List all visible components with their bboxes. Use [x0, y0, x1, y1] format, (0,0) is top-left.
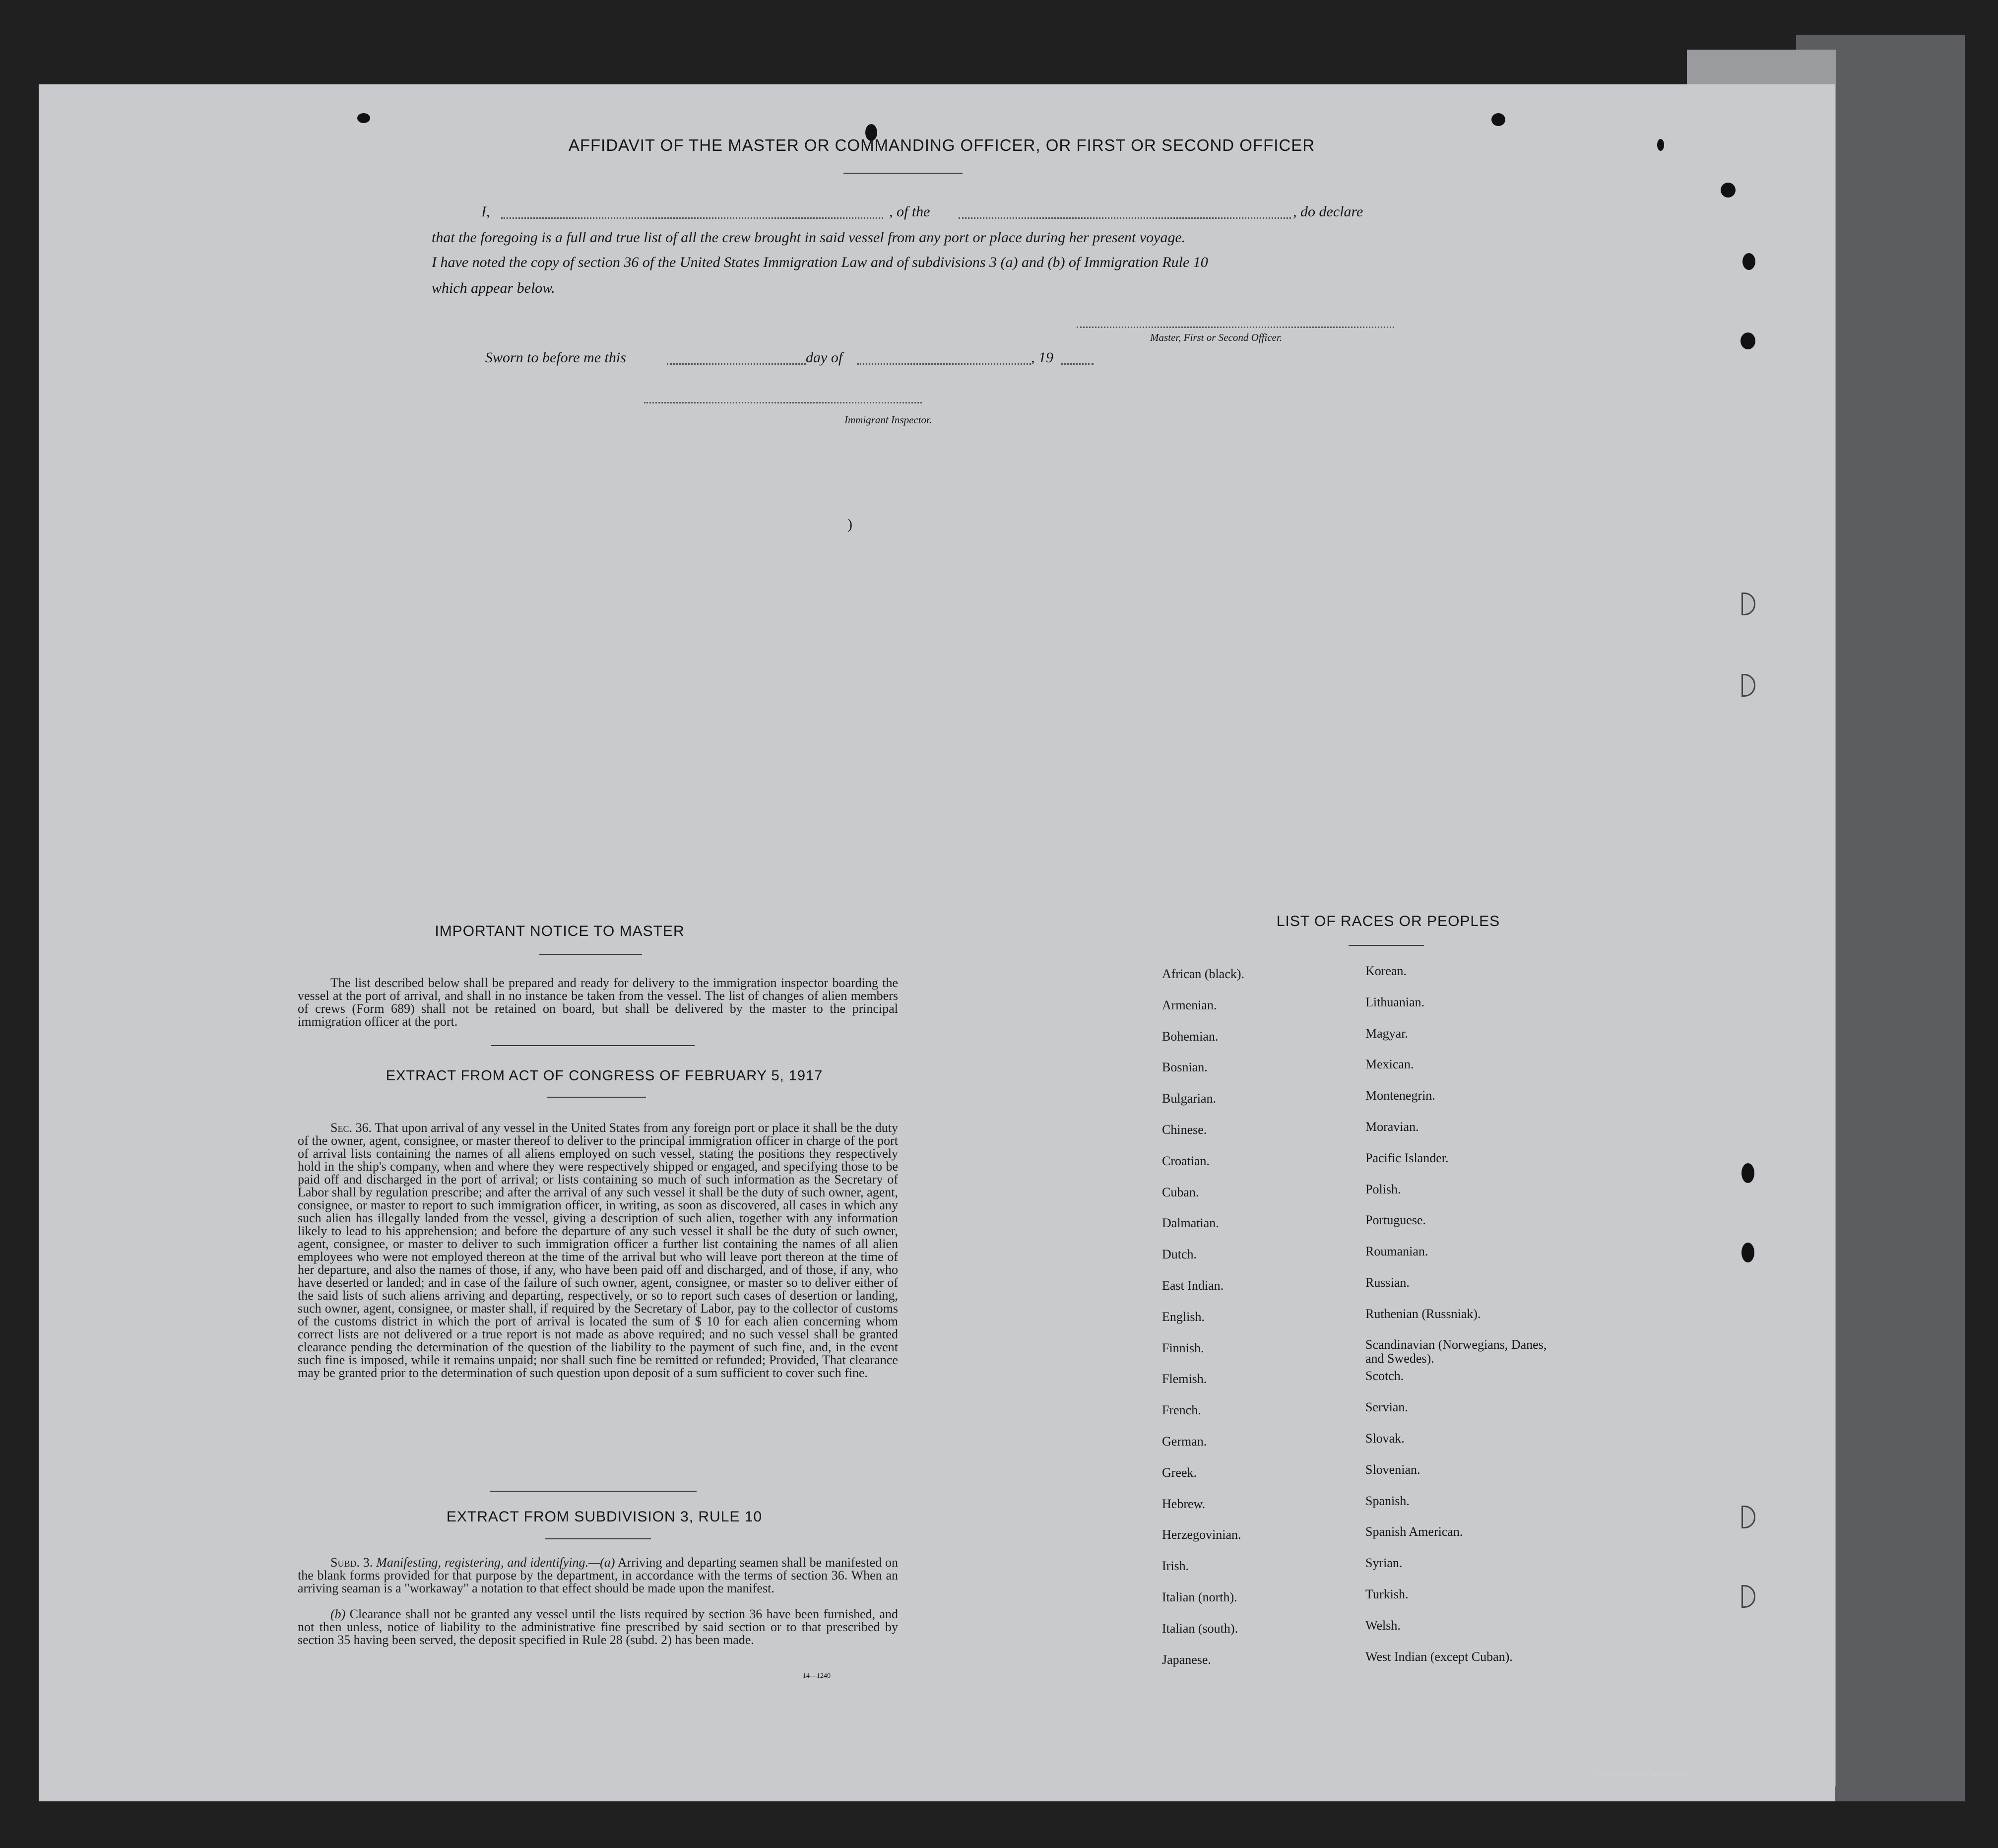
- binding-tab: [1741, 593, 1755, 615]
- race-item: Finnish.: [1162, 1340, 1204, 1355]
- race-item: Lithuanian.: [1365, 994, 1425, 1009]
- race-item: Spanish American.: [1365, 1524, 1463, 1539]
- punch-hole: [1741, 1163, 1754, 1183]
- subdivision-3-para-b: [298, 1608, 898, 1647]
- vessel-name-field[interactable]: [959, 217, 1291, 219]
- race-item: Roumanian.: [1365, 1244, 1428, 1259]
- section-36-text: [298, 1122, 898, 1380]
- sworn-day-field[interactable]: [667, 363, 806, 365]
- races-title: LIST OF RACES OR PEOPLES: [1276, 913, 1500, 929]
- printer-imprint: U. S. GOVERNMENT PRINTING OFFICE: 1920: [1593, 1773, 1688, 1778]
- sworn-month-field[interactable]: [857, 363, 1031, 365]
- day-of-label: day of: [806, 349, 843, 366]
- race-item: Korean.: [1365, 964, 1407, 978]
- race-item: Cuban.: [1162, 1185, 1199, 1199]
- para-b-text: Clearance shall not be granted any vessel until the lists required by section 36 have been furnished, and not then unless, notice of liability to the administrative fine prescribed by said section or to that prescribed by section 35 having been served, the deposit specified in Rule 28 (subd. 2) has been made.: [298, 1607, 899, 1647]
- para-a-text: Arriving and departing seamen shall be manifested on the blank forms provided for that purpose by the department, in accordance with the terms of section 36. When an arriving seaman is a "workaway" a notation to that effect should be made upon the manifest.: [298, 1555, 898, 1595]
- section-36-body: That upon arrival of any vessel in the United States from any foreign port or place it shall be the duty of the owner, agent, consignee, or master thereof to deliver to the principal immigration officer in charge of the port of arrival lists containing the names of all aliens employed on such vessel, stating the positions they respectively hold in the ship's company, when and where they were respectively shipped or engaged, and specifying those to be paid off and discharged in the port of arrival; or lists containing so much of such information as the Secretary of Labor shall by regulation prescribe; and after the arrival of any such vessel it shall be the duty of such owner, agent, consignee, or master to report to such immigration officer, in writing, as soon as discovered, all cases in which any such alien has illegally landed from the vessel, giving a description of such alien, together with any information likely to lead to his apprehension; and before the departure of any such vessel it shall be the duty of such owner, agent, consignee, or master to deliver to such immigration officer a further list containing the names of all alien employees who were not employed thereon at the time of the arrival but who will leave port thereon at the time of her departure, and also the names of those, if any, who have been paid off and discharged, and of those, if any, who have deserted or landed; and in case of the failure of such owner, agent, consignee, or master so to deliver either of the said lists of such aliens arriving and departing, respectively, or so to report such cases of desertion or landing, such owner, agent, consignee, or master shall, if required by the Secretary of Labor, pay to the collector of customs of the customs district in which the port of arrival is located the sum of $ 10 for each alien concerning whom correct lists are not delivered or a true report is not made as above required; and no such vessel shall be granted clearance pending the determination of the question of the liability to the payment of such fine, and, in the event such fine is imposed, while it remains unpaid; nor shall such fine be remitted or refunded; Provided, That clearance may be granted prior to the determination of such question upon deposit of a sum sufficient to cover such fine.: [298, 1121, 899, 1380]
- binding-tab: [1741, 1585, 1755, 1608]
- affidavit-declaration-line-4: which appear below.: [432, 280, 555, 296]
- extract-act-title: EXTRACT FROM ACT OF CONGRESS OF FEBRUARY 5, 1917: [386, 1068, 823, 1084]
- race-item: Bosnian.: [1162, 1060, 1208, 1075]
- race-item: Bulgarian.: [1162, 1091, 1217, 1106]
- race-item: Armenian.: [1162, 997, 1217, 1012]
- notice-title-underline: [539, 954, 642, 955]
- notice-title: IMPORTANT NOTICE TO MASTER: [435, 923, 685, 939]
- race-item: Scandinavian (Norwegians, Danes, and Swedes).: [1365, 1337, 1547, 1366]
- officer-signature-line[interactable]: [1077, 327, 1394, 328]
- race-item: West Indian (except Cuban).: [1365, 1649, 1513, 1664]
- punch-hole: [1742, 253, 1755, 270]
- affidavit-title: AFFIDAVIT OF THE MASTER OR COMMANDING OFFICER, OR FIRST OR SECOND OFFICER: [568, 136, 1315, 154]
- subdivision-3-para-a: [298, 1556, 898, 1595]
- notice-text: The list described below shall be prepared and ready for delivery to the immigration inspector boarding the vessel at the port of arrival, and shall in no instance be taken from the vessel. The list of changes of alien members of crews (Form 689) shall not be retained on board, but shall be delivered by the master to the principal immigration officer at the port.: [298, 976, 898, 1029]
- race-item: Dutch.: [1162, 1247, 1197, 1262]
- race-item: Ruthenian (Russniak).: [1365, 1306, 1481, 1321]
- affidavit-declaration-line-3: I have noted the copy of section 36 of the United States Immigration Law and of subdivisions 3 (a) and (b) of Immigration Rule 10: [432, 254, 1208, 270]
- section-divider: [491, 1045, 695, 1046]
- sworn-line: [485, 345, 1180, 370]
- races-column-2: [1365, 964, 1574, 1680]
- section-divider: [490, 1491, 697, 1492]
- races-title-underline: [1349, 945, 1424, 946]
- race-item: Greek.: [1162, 1465, 1197, 1480]
- race-item: Dalmatian.: [1162, 1216, 1219, 1231]
- race-item: Magyar.: [1365, 1026, 1408, 1041]
- race-item: African (black).: [1162, 967, 1245, 981]
- race-item: Scotch.: [1365, 1369, 1404, 1384]
- race-item: Pacific Islander.: [1365, 1150, 1449, 1165]
- race-item: Italian (north).: [1162, 1589, 1237, 1604]
- race-item: Servian.: [1365, 1400, 1408, 1415]
- binding-tab: [1741, 674, 1755, 697]
- race-item: Bohemian.: [1162, 1029, 1219, 1044]
- subdivision-heading: Manifesting, registering, and identifying.: [376, 1555, 588, 1570]
- race-item: Croatian.: [1162, 1153, 1210, 1168]
- race-item: Welsh.: [1365, 1618, 1401, 1633]
- form-number: 14—1240: [803, 1672, 831, 1680]
- sworn-year-field[interactable]: [1061, 363, 1094, 365]
- race-item: German.: [1162, 1434, 1207, 1449]
- officer-signature-caption: Master, First or Second Officer.: [1150, 331, 1282, 343]
- declare-label: , do declare: [1293, 203, 1363, 220]
- race-item: Syrian.: [1365, 1556, 1403, 1571]
- sworn-label: Sworn to before me this: [485, 349, 626, 366]
- race-item: Moravian.: [1365, 1119, 1419, 1134]
- race-item: Irish.: [1162, 1559, 1189, 1574]
- inspector-caption: Immigrant Inspector.: [844, 414, 932, 426]
- affidavit-declaration-line-2: that the foregoing is a full and true list of all the crew brought in said vessel from any port or place during her present voyage.: [432, 229, 1186, 246]
- race-item: Montenegrin.: [1365, 1088, 1435, 1103]
- punch-hole: [1657, 139, 1664, 151]
- binding-tab: [1741, 1506, 1755, 1528]
- para-b-label: (b): [330, 1607, 346, 1621]
- of-the-label: , of the: [889, 203, 930, 220]
- race-item: Japanese.: [1162, 1652, 1211, 1667]
- extract-act-title-underline: [547, 1097, 646, 1098]
- extract-rule-title-underline: [545, 1538, 651, 1539]
- affidavit-declaration-line-1: [481, 199, 1454, 224]
- punch-hole: [1721, 183, 1736, 198]
- race-item: Spanish.: [1365, 1493, 1410, 1508]
- inspector-signature-line[interactable]: [644, 402, 922, 403]
- race-item: East Indian.: [1162, 1278, 1224, 1293]
- declarant-name-field[interactable]: [501, 217, 883, 219]
- document-page: [39, 84, 1835, 1801]
- race-item: Hebrew.: [1162, 1496, 1206, 1511]
- race-item: Flemish.: [1162, 1372, 1207, 1386]
- title-underline: [843, 173, 963, 174]
- race-item: Slovenian.: [1365, 1462, 1420, 1477]
- race-item: Slovak.: [1365, 1431, 1405, 1446]
- race-item: English.: [1162, 1309, 1205, 1324]
- stray-pen-mark: ): [847, 516, 852, 532]
- extract-rule-title: EXTRACT FROM SUBDIVISION 3, RULE 10: [446, 1509, 763, 1525]
- declarant-prefix: I,: [481, 203, 490, 220]
- subdivision-label: Subd. 3.: [330, 1555, 373, 1570]
- race-item: Turkish.: [1365, 1586, 1409, 1601]
- race-item: Portuguese.: [1365, 1213, 1426, 1228]
- race-item: French.: [1162, 1403, 1201, 1418]
- race-item: Herzegovinian.: [1162, 1527, 1241, 1542]
- race-item: Polish.: [1365, 1182, 1401, 1196]
- race-item: Chinese.: [1162, 1122, 1207, 1137]
- para-a-label: —(a): [588, 1555, 615, 1570]
- races-column-1: [1162, 967, 1351, 1683]
- punch-hole: [1741, 1243, 1754, 1262]
- race-item: Russian.: [1365, 1275, 1410, 1290]
- punch-hole: [1491, 113, 1505, 126]
- punch-hole: [1740, 332, 1755, 349]
- section-36-label: Sec. 36.: [330, 1121, 372, 1135]
- race-item: Mexican.: [1365, 1057, 1414, 1072]
- year-label: , 19: [1031, 349, 1053, 366]
- punch-hole: [357, 113, 370, 123]
- race-item: Italian (south).: [1162, 1621, 1238, 1636]
